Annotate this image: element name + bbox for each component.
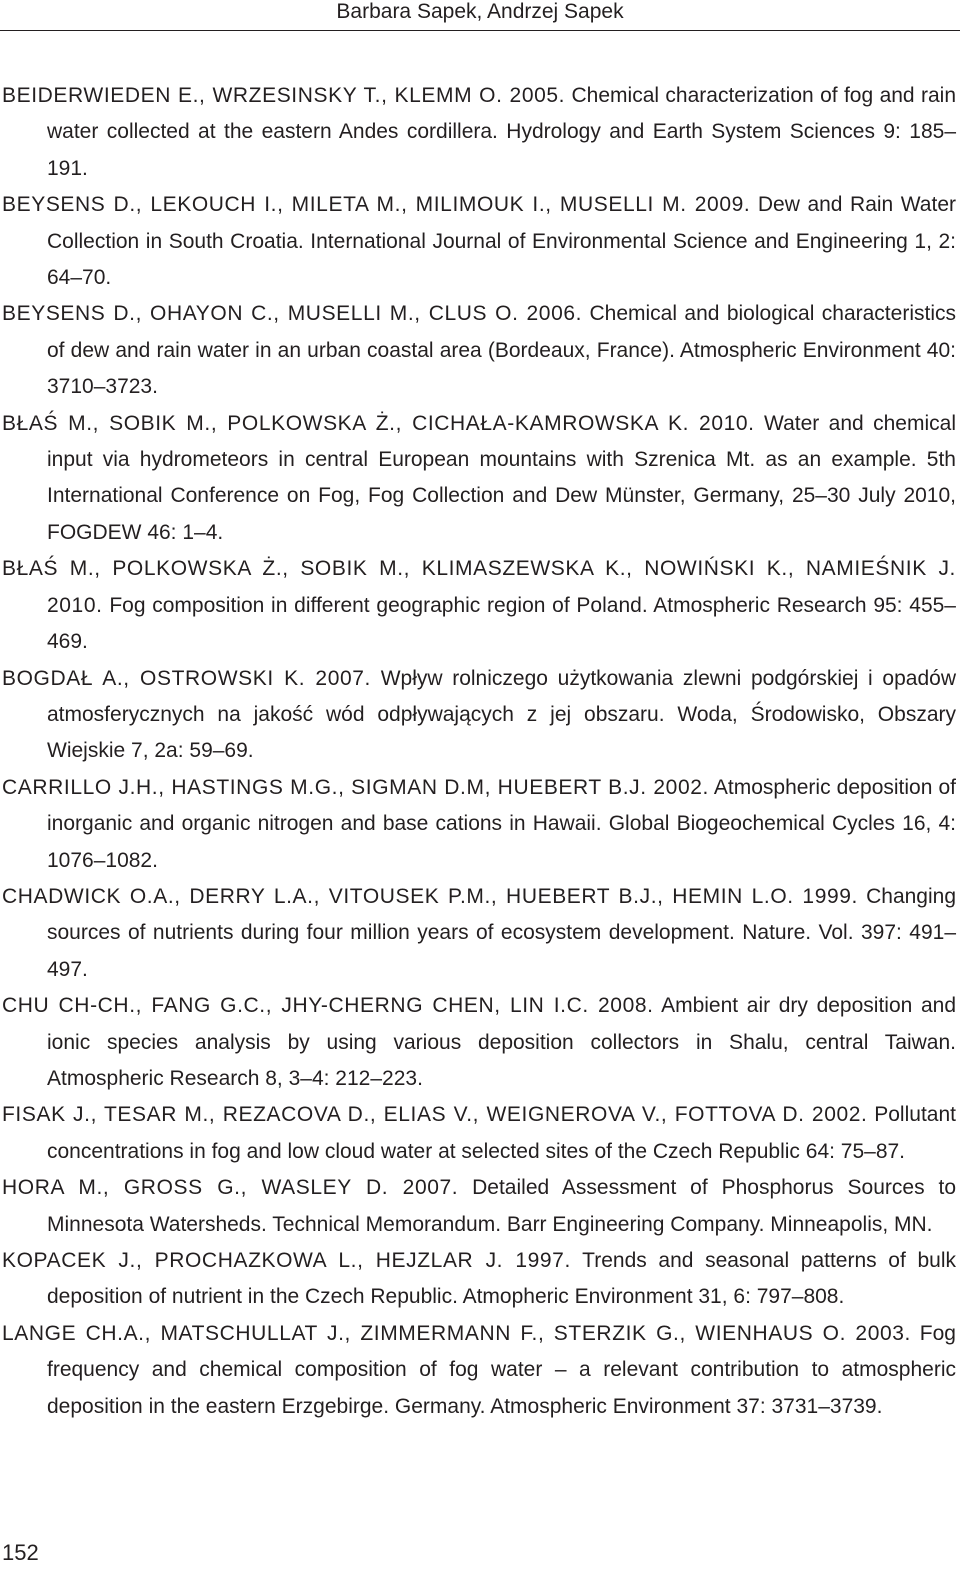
reference-text: Fog frequency and chemical composition of fog water – a relevant contribution to atmospheric deposition in the eastern Erzgebirge. Germany. Atmospheric Environment 37: 3731–3739. — [47, 1321, 956, 1418]
reference-text: Trends and seasonal patterns of bulk deposition of nutrient in the Czech Republic. Atmopheric Environment 31, 6: 797–808. — [47, 1249, 956, 1309]
reference-entry — [0, 1097, 956, 1170]
reference-authors: KOPACEK J., PROCHAZKOWA L., HEJZLAR J. 1997. — [2, 1249, 571, 1272]
reference-entry — [0, 1243, 956, 1316]
reference-text: Chemical characterization of fog and rain water collected at the eastern Andes cordillera. Hydrology and Earth System Sciences 9: 185–191. — [47, 84, 957, 180]
reference-entry — [0, 406, 956, 552]
reference-text: Chemical and biological characteristics of dew and rain water in an urban coastal area (Bordeaux, France). Atmospheric Environment 40: 3710–3723. — [47, 302, 956, 399]
reference-authors: HORA M., GROSS G., WASLEY D. 2007. — [2, 1176, 459, 1200]
reference-entry — [0, 1170, 956, 1243]
reference-entry — [0, 988, 956, 1097]
header-rule — [0, 30, 960, 31]
reference-authors: FISAK J., TESAR M., REZACOVA D., ELIAS V., WEIGNEROVA V., FOTTOVA D. 2002. — [2, 1103, 868, 1127]
reference-entry — [0, 78, 956, 187]
reference-entry — [0, 879, 956, 988]
reference-authors: CHU CH-CH., FANG G.C., JHY-CHERNG CHEN, LIN I.C. 2008. — [2, 994, 654, 1018]
reference-authors: BEIDERWIEDEN E., WRZESINSKY T., KLEMM O. 2005. — [2, 84, 566, 107]
reference-text: Fog composition in different geographic region of Poland. Atmospheric Research 95: 455–469. — [47, 593, 956, 654]
reference-entry — [0, 661, 956, 770]
page-number: 152 — [2, 1540, 39, 1565]
reference-text: Dew and Rain Water Collection in South Croatia. International Journal of Environmental Science and Engineering 1, 2: 64–70. — [47, 193, 956, 290]
reference-entry — [0, 296, 956, 405]
reference-entry — [0, 551, 956, 660]
reference-authors: LANGE CH.A., MATSCHULLAT J., ZIMMERMANN F., STERZIK G., WIENHAUS O. 2003. — [2, 1321, 911, 1345]
reference-entry — [0, 187, 956, 296]
running-title: Barbara Sapek, Andrzej Sapek — [336, 0, 624, 23]
reference-entry — [0, 1316, 956, 1425]
reference-authors: CHADWICK O.A., DERRY L.A., VITOUSEK P.M., HUEBERT B.J., HEMIN L.O. 1999. — [2, 884, 858, 908]
reference-authors: BEYSENS D., LEKOUCH I., MILETA M., MILIMOUK I., MUSELLI M. 2009. — [2, 193, 751, 217]
reference-authors: CARRILLO J.H., HASTINGS M.G., SIGMAN D.M, HUEBERT B.J. 2002. — [2, 775, 709, 799]
reference-text: Ambient air dry deposition and ionic species analysis by using various deposition collectors in Shalu, central Taiwan. Atmospheric Research 8, 3–4: 212–223. — [47, 994, 956, 1090]
reference-entry — [0, 770, 956, 879]
reference-text: Changing sources of nutrients during four million years of ecosystem development. Nature. Vol. 397: 491–497. — [47, 884, 956, 981]
reference-text: Wpływ rolniczego użytkowania zlewni podgórskiej i opadów atmosferycznych na jakość wód odpływających z jej obszaru. Woda, Środowisko, Obszary Wiejskie 7, 2a: 59–69. — [47, 666, 956, 763]
reference-authors: BEYSENS D., OHAYON C., MUSELLI M., CLUS O. 2006. — [2, 302, 583, 326]
reference-authors: BŁAŚ M., SOBIK M., POLKOWSKA Ż., CICHAŁA-KAMROWSKA K. 2010. — [2, 411, 755, 435]
reference-authors: BOGDAŁ A., OSTROWSKI K. 2007. — [2, 666, 371, 690]
reference-text: Pollutant concentrations in fog and low cloud water at selected sites of the Czech Republic 64: 75–87. — [47, 1103, 956, 1163]
running-header — [0, 0, 960, 28]
reference-list — [0, 78, 956, 1425]
reference-text: Atmospheric deposition of inorganic and organic nitrogen and base cations in Hawaii. Global Biogeochemical Cycles 16, 4: 1076–1082. — [47, 775, 956, 872]
reference-text: Detailed Assessment of Phosphorus Sources to Minnesota Watersheds. Technical Memorandum. Barr Engineering Company. Minneapolis, MN. — [47, 1176, 956, 1236]
reference-authors: BŁAŚ M., POLKOWSKA Ż., SOBIK M., KLIMASZEWSKA K., NOWIŃSKI K., NAMIEŚNIK J. 2010. — [2, 557, 956, 617]
reference-text: Water and chemical input via hydrometeors in central European mountains with Szrenica Mt. as an example. 5th International Conference on Fog, Fog Collection and Dew Münster, Germany, 25–30 July 2010, FOGDEW 46: 1–4. — [47, 411, 956, 544]
